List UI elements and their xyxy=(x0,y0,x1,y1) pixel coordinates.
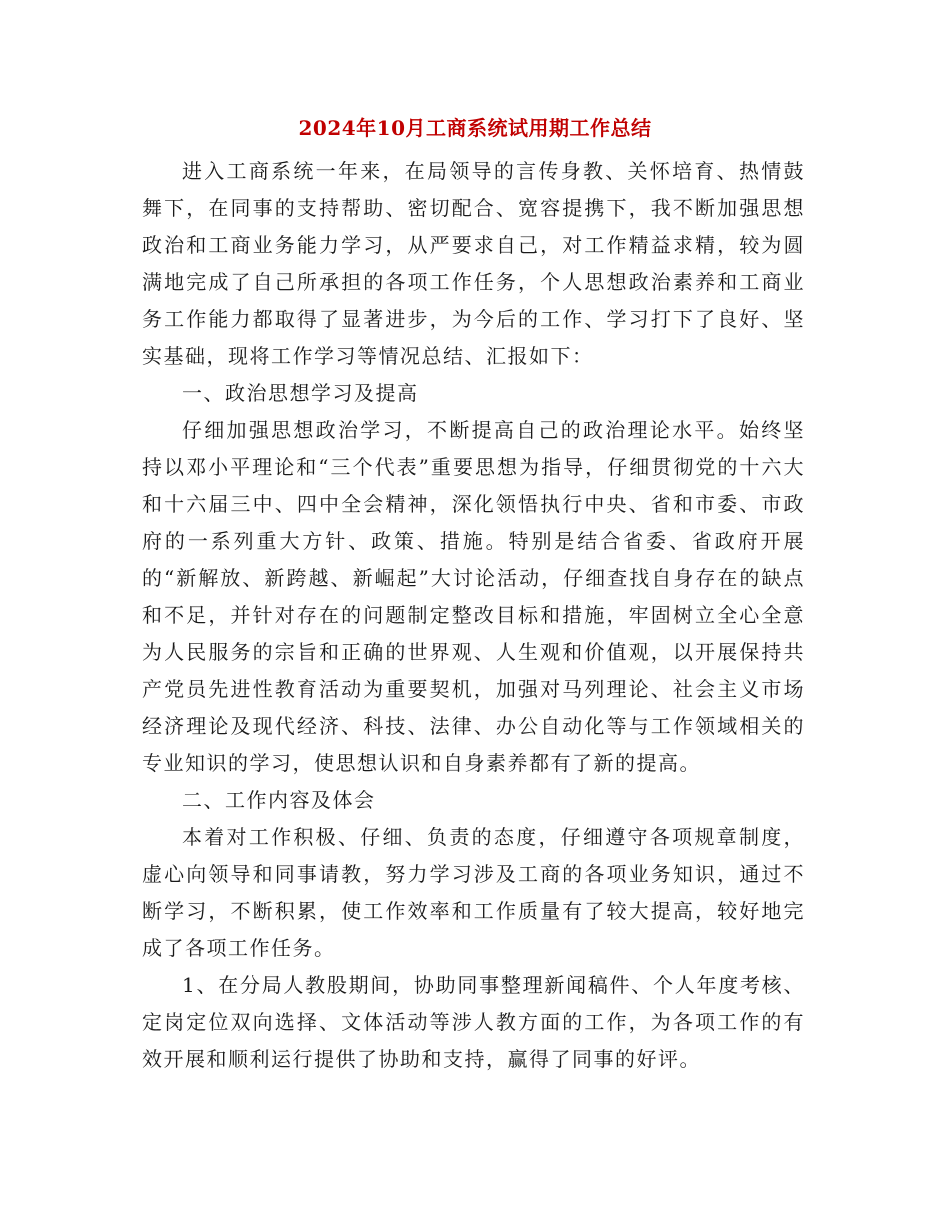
document-title: 2024年10月工商系统试用期工作总结 xyxy=(298,116,652,140)
paragraph-work: 本着对工作积极、仔细、负责的态度，仔细遵守各项规章制度，虚心向领导和同事请教，努力学习涉及工商的各项业务知识，通过不断学习，不断积累，使工作效率和工作质量有了较大提高，较好地完成了各项工作任务。 xyxy=(142,825,805,960)
paragraph-intro: 进入工商系统一年来，在局领导的言传身教、关怀培育、热情鼓舞下，在同事的支持帮助、密切配合、宽容提携下，我不断加强思想政治和工商业务能力学习，从严要求自己，对工作精益求精，较为圆满地完成了自己所承担的各项工作任务，个人思想政治素养和工商业务工作能力都取得了显著进步，为今后的工作、学习打下了良好、坚实基础，现将工作学习等情况总结、汇报如下： xyxy=(142,159,805,368)
paragraph-politics: 仔细加强思想政治学习，不断提高自己的政治理论水平。始终坚持以邓小平理论和“三个代表”重要思想为指导，仔细贯彻党的十六大和十六届三中、四中全会精神，深化领悟执行中央、省和市委、市政府的一系列重大方针、政策、措施。特别是结合省委、省政府开展的“新解放、新跨越、新崛起”大讨论活动，仔细查找自身存在的缺点和不足，并针对存在的问题制定整改目标和措施，牢固树立全心全意为人民服务的宗旨和正确的世界观、人生观和价值观，以开展保持共产党员先进性教育活动为重要契机，加强对马列理论、社会主义市场经济理论及现代经济、科技、法律、办公自动化等与工作领域相关的专业知识的学习，使思想认识和自身素养都有了新的提高。 xyxy=(142,418,805,775)
document-body xyxy=(142,153,805,1078)
section-heading-politics: 一、政治思想学习及提高 xyxy=(182,381,419,405)
paragraph-item-1: 1、在分局人教股期间，协助同事整理新闻稿件、个人年度考核、定岗定位双向选择、文体活动等涉人教方面的工作，为各项工作的有效开展和顺利运行提供了协助和支持，赢得了同事的好评。 xyxy=(142,973,805,1071)
section-heading-work: 二、工作内容及体会 xyxy=(182,788,376,812)
